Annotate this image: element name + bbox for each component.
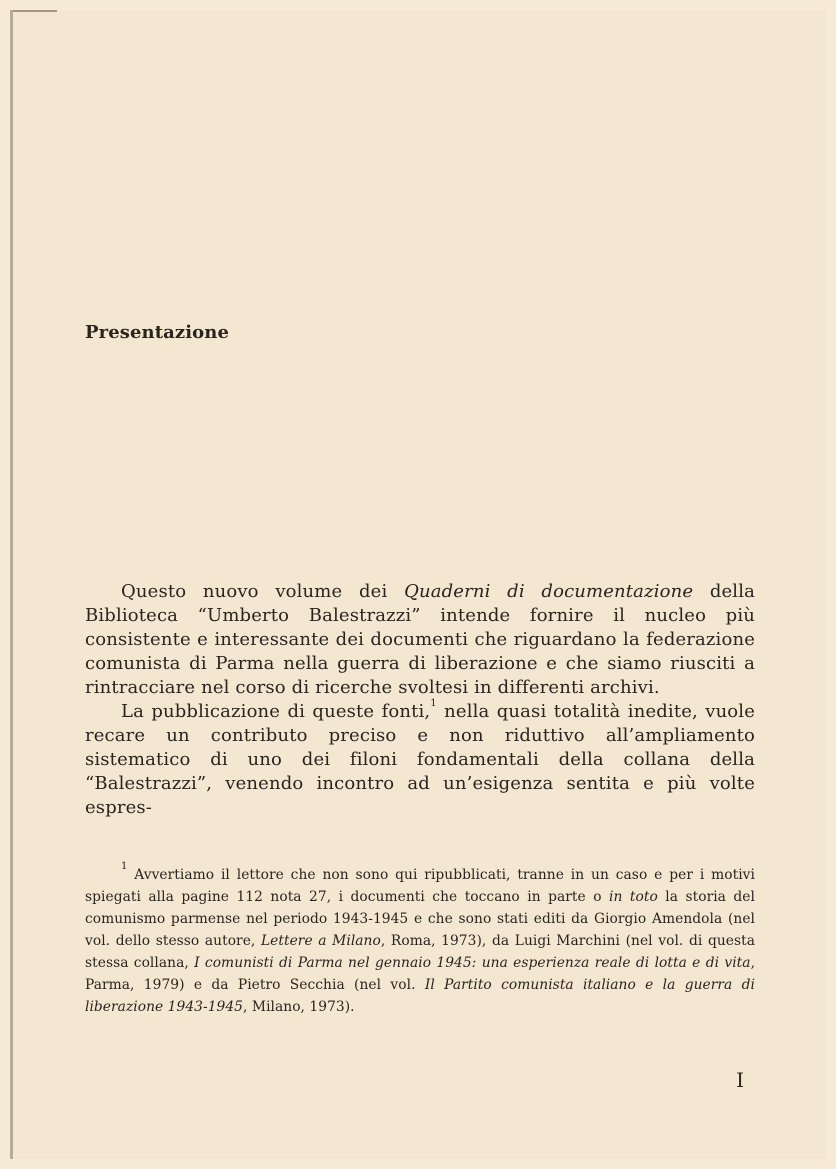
footnote-italic-2: Lettere a Milano bbox=[260, 933, 381, 949]
footnote-paragraph bbox=[85, 861, 755, 1018]
footnote-italic-3: I comunisti di Parma nel gennaio 1945: una esperienza reale di lotta e di vita bbox=[194, 955, 751, 971]
paragraph-2-part-1: La pubblicazione di queste fonti, bbox=[121, 701, 431, 722]
footnote-italic-1: in toto bbox=[609, 889, 658, 905]
series-title: Quaderni di documentazione bbox=[404, 581, 694, 602]
main-text bbox=[85, 580, 755, 820]
paragraph-1 bbox=[85, 580, 755, 700]
footnote-part-4: , Parma, 1979) e da Pietro Secchia (nel vol. bbox=[85, 955, 755, 993]
footnote bbox=[85, 861, 755, 1018]
footnote-reference: 1 bbox=[430, 698, 437, 709]
footnote-marker: 1 bbox=[121, 861, 128, 873]
paragraph-2-part-2: nella quasi totalità inedite, vuole recare un contributo preciso e non riduttivo all’ampliamento sistematico di uno dei filoni fondamentali della collana della “Balestrazzi”, venendo incontro ad un’esigenza sentita e più volte espres- bbox=[85, 701, 756, 818]
page-number: I bbox=[736, 1068, 744, 1092]
footnote-part-1: Avvertiamo il lettore che non sono qui ripubblicati, tranne in un caso e per i motivi spiegati alla pagine 112 nota 27, i documenti che toccano in parte o bbox=[85, 867, 755, 905]
footnote-part-5: , Milano, 1973). bbox=[243, 999, 355, 1015]
book-page bbox=[10, 10, 826, 1159]
page-title: Presentazione bbox=[85, 322, 230, 343]
paragraph-1-part-2: della Biblioteca “Umberto Balestrazzi” intende fornire il nucleo più consistente e interessante dei documenti che riguardano la federazione comunista di Parma nella guerra di liberazione e che siamo riusciti a rintracciare nel corso di ricerche svoltesi in differenti archivi. bbox=[85, 581, 755, 698]
footnote-italic-4: Il Partito comunista italiano e la guerra di liberazione 1943-1945 bbox=[85, 977, 755, 1015]
footnote-part-2: la storia del comunismo parmense nel periodo 1943-1945 e che sono stati editi da Giorgio Amendola (nel vol. dello stesso autore, bbox=[85, 889, 755, 949]
paragraph-1-part-1: Questo nuovo volume dei bbox=[121, 581, 405, 602]
footnote-part-3: , Roma, 1973), da Luigi Marchini (nel vol. di questa stessa collana, bbox=[85, 933, 755, 971]
paragraph-2 bbox=[85, 700, 755, 820]
